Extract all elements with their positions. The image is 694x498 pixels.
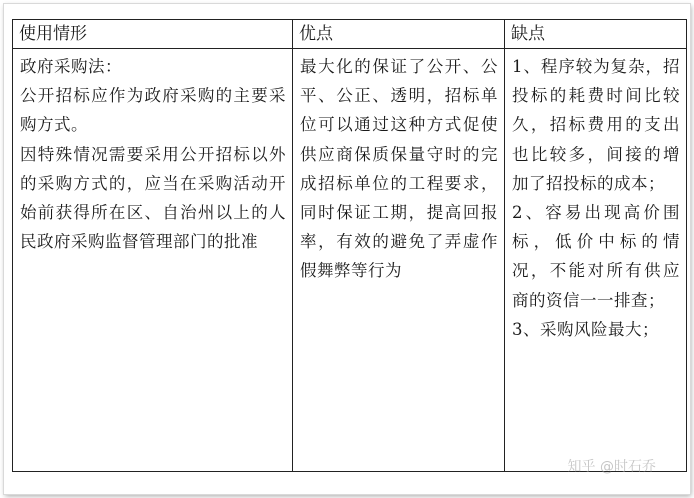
scenario-cell <box>13 49 293 472</box>
header-scenario: 使用情形 <box>13 20 293 49</box>
table-row <box>13 49 687 472</box>
zhihu-watermark: 知乎 @时石乔 <box>567 459 656 475</box>
cons-item: 1、程序较为复杂，招投标的耗费时间比较久，招标费用的支出也比较多，间接的增加了招投标的成本； <box>512 57 680 193</box>
document-frame <box>4 4 690 494</box>
header-cons: 缺点 <box>505 20 687 49</box>
cons-item: 3、采购风险最大； <box>512 319 659 339</box>
pros-cell <box>293 49 505 472</box>
header-pros: 优点 <box>293 20 505 49</box>
cons-cell <box>505 49 687 472</box>
procurement-table <box>12 19 687 472</box>
pros-text: 最大化的保证了公开、公平、公正、透明，招标单位可以通过这种方式促使供应商保质保量守时的完成招标单位的工程要求，同时保证工期，提高回报率，有效的避免了弄虚作假舞弊等行为 <box>300 57 498 281</box>
scenario-main-rule: 公开招标应作为政府采购的主要采购方式。 <box>20 86 286 135</box>
cons-item: 2、容易出现高价围标，低价中标的情况，不能对所有供应商的资信一一排查； <box>512 203 680 310</box>
table-header-row <box>13 20 687 49</box>
scenario-exception-rule: 因特殊情况需要采用公开招标以外的采购方式的，应当在采购活动开始前获得所在区、自治州以上的人民政府采购监督管理部门的批准 <box>20 144 286 252</box>
scenario-law-title: 政府采购法： <box>20 57 122 76</box>
